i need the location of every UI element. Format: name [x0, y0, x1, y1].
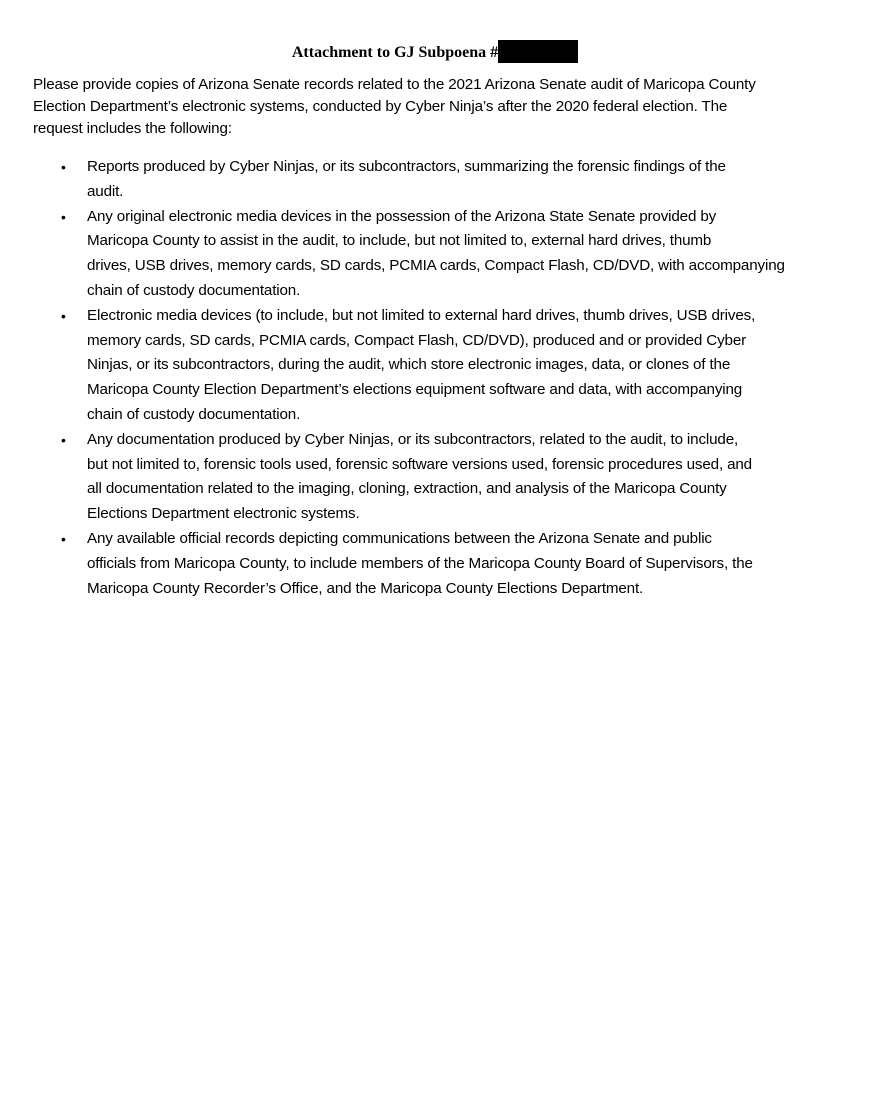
bullet-icon: • [61, 159, 66, 175]
request-list [0, 155, 870, 601]
request-item-line: Any original electronic media devices in the possession of the Arizona State Senate provided by [87, 207, 717, 225]
request-item-line: Ninjas, or its subcontractors, during the audit, which store electronic images, data, or clones of the [87, 356, 731, 374]
request-item-line: Reports produced by Cyber Ninjas, or its subcontractors, summarizing the forensic findings of the [87, 158, 726, 175]
request-item-line: officials from Maricopa County, to include members of the Maricopa County Board of Supervisors, the [87, 554, 753, 572]
document-title-row [0, 40, 870, 65]
document-title: Attachment to GJ Subpoena # [291, 44, 499, 61]
request-item [0, 304, 870, 428]
request-item-line: Any documentation produced by Cyber Ninjas, or its subcontractors, related to the audit, to include, [87, 430, 739, 448]
request-item [0, 205, 870, 304]
intro-line: Please provide copies of Arizona Senate records related to the 2021 Arizona Senate audit of Maricopa County [33, 76, 756, 93]
request-item-line: drives, USB drives, memory cards, SD cards, PCMIA cards, Compact Flash, CD/DVD, with accompanying [87, 257, 785, 275]
request-item [0, 155, 870, 205]
request-item-line: Maricopa County Election Department’s elections equipment software and data, with accompanying [87, 381, 743, 399]
intro-line: request includes the following: [33, 120, 232, 138]
request-item-line: Any available official records depicting communications between the Arizona Senate and public [87, 529, 712, 547]
request-item-line: chain of custody documentation. [87, 281, 301, 299]
intro-paragraph [33, 74, 833, 141]
bullet-icon: • [61, 530, 66, 547]
request-item-line: chain of custody documentation. [87, 405, 301, 423]
request-item-line: audit. [87, 182, 124, 200]
redaction-box [498, 40, 578, 63]
bullet-icon: • [61, 307, 66, 324]
request-item-line: Elections Department electronic systems. [87, 505, 360, 523]
bullet-icon: • [61, 431, 66, 448]
request-item-line: but not limited to, forensic tools used, forensic software versions used, forensic procedures used, and [87, 455, 752, 473]
request-item-line: Maricopa County to assist in the audit, to include, but not limited to, external hard drives, thumb [87, 232, 712, 250]
request-item-line: Electronic media devices (to include, but not limited to external hard drives, thumb drives, USB drives, [87, 306, 756, 324]
request-item [0, 527, 870, 601]
request-item-line: memory cards, SD cards, PCMIA cards, Compact Flash, CD/DVD), produced and or provided Cyber [87, 331, 747, 349]
bullet-icon: • [61, 208, 66, 225]
intro-line: Election Department’s electronic systems, conducted by Cyber Ninja’s after the 2020 federal election. The [33, 98, 728, 116]
request-item-line: all documentation related to the imaging, cloning, extraction, and analysis of the Maricopa County [87, 480, 727, 498]
request-item-line: Maricopa County Recorder’s Office, and the Maricopa County Elections Department. [87, 579, 644, 597]
request-item [0, 428, 870, 527]
